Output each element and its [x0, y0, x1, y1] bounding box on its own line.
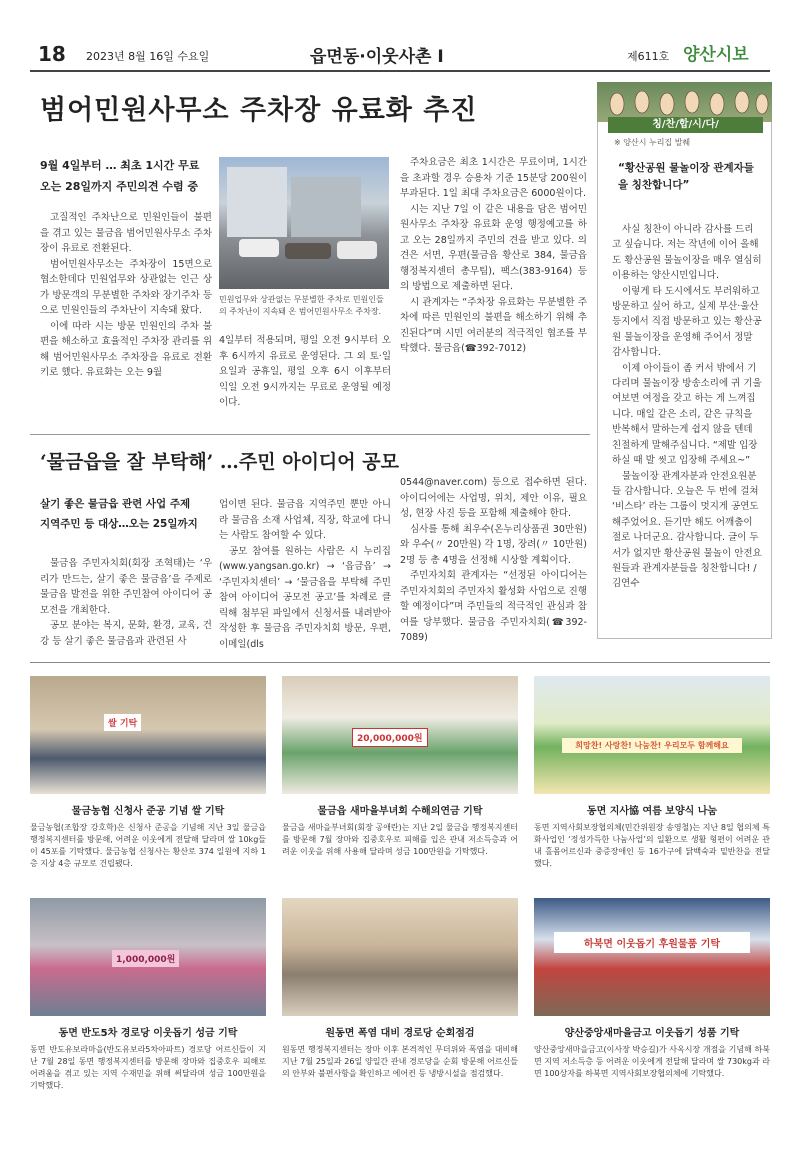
section-title: 읍면동·이웃사촌 Ⅰ: [310, 47, 444, 67]
issue-date: 2023년 8월 16일 수요일: [86, 50, 210, 63]
grid-caption: 물금농협 신청사 준공 기념 쌀 기탁: [71, 806, 225, 817]
photo-goods-donation: [534, 898, 770, 1016]
photo-sign: 1,000,000원: [112, 950, 179, 967]
paragraph: 물금읍 주민자치회(회장 조혁태)는 ‘우리가 만드는, 살기 좋은 물금읍’을 주제로 물금읍 발전을 위한 주민참여 아이디어 공모전을 개최한다.: [40, 558, 212, 616]
subtitle-line: 살기 좋은 물금읍 관련 사업 주제: [40, 498, 191, 510]
praise-body: [612, 222, 762, 592]
paragraph: 이에 따라 시는 방문 민원인의 주차 불편을 해소하고 효율적인 주차장 관리를 위해 범어민원사무소 주차장을 유료로 전환키로 했다. 유료화는 오는 9월: [40, 320, 212, 378]
praise-title: “황산공원 물놀이장 관계자들을 칭찬합니다”: [618, 162, 754, 191]
grid-caption: 동면 지사協 여름 보양식 나눔: [586, 806, 718, 817]
grid-divider: [30, 662, 770, 663]
main-article-col2: [219, 333, 391, 411]
grid-caption: 양산중앙새마을금고 이웃돕기 성품 기탁: [564, 1028, 740, 1039]
main-article-title: 범어민원사무소 주차장 유료화 추진: [40, 95, 478, 126]
paragraph: 공모 분야는 복지, 문화, 환경, 교육, 건강 등 살기 좋은 물금읍과 관련된 사: [40, 620, 212, 647]
praise-column-tag: 칭/찬/합/시/다/: [608, 117, 763, 133]
photo-banner: 하북면 이웃돕기 후원물품 기탁: [554, 932, 750, 953]
photo-sign: 쌀 기탁: [104, 714, 141, 731]
second-article-title: ‘물금읍을 잘 부탁해’ …주민 아이디어 공모: [40, 451, 399, 473]
clapping-hands-banner: [597, 82, 772, 122]
grid-caption: 물금읍 새마을부녀회 수해의연금 기탁: [317, 806, 483, 817]
grid-caption: 동면 반도5차 경로당 이웃돕기 성금 기탁: [58, 1028, 238, 1039]
grid-text: 동면 반도유보라마을(반도유보라5차아파트) 경로당 어르신들이 지난 7월 28일 동면 행정복지센터를 방문해 장마와 집중호우 피해로 어려움을 겪고 있는 지역 수재민을 위해 써달라며 성금 100만원을 기탁했다.: [30, 1045, 266, 1090]
photo-banner: 희망찬! 사랑찬! 나눔찬! 우리모두 함께해요: [562, 738, 742, 753]
paragraph: 시 관계자는 “주차장 유료화는 무분별한 주차에 따른 민원인의 불편을 해소하기 위해 추진된다”며 시민 여러분의 적극적인 협조를 부탁했다. 물금읍(☎392-7012): [400, 296, 587, 354]
photo-summer-food-sharing: [534, 676, 770, 794]
paragraph: 공모 참여를 원하는 사람은 시 누리집(www.yangsan.go.kr) → ‘읍금읍’ → ‘주민자치센터’ → ‘물금읍을 부탁해 주민참여 아이디어 공모전 공고’를 차례로 클릭해 첨부된 파일에서 신청서를 내려받아 작성한 후 물금읍 주민자치회 방문, 우편, 이메일(dls: [219, 545, 391, 650]
subtitle-line: 오는 28일까지 주민의견 수렴 중: [40, 180, 199, 193]
second-article-col2: [219, 497, 391, 652]
photo-rice-donation: [30, 676, 266, 794]
parking-photo-caption: 민원업무와 상관없는 무분별한 주차로 민원인들의 주차난이 지속돼 온 범어민원사무소 주차장.: [219, 295, 384, 316]
subtitle-line: 지역주민 등 대상…오는 25일까지: [40, 518, 198, 530]
paragraph: 주민자치회 관계자는 “선정된 아이디어는 주민자치회의 주민자치 활성화 사업으로 진행할 예정이다”며 주민들의 적극적인 관심과 참여를 당부했다. 물금읍 주민자치회(☎392-7089): [400, 570, 587, 643]
paragraph: 주차요금은 최초 1시간은 무료이며, 1시간을 초과할 경우 승용차 기준 15분당 200원이 부과된다. 1일 최대 주차요금은 6000원이다.: [400, 157, 587, 199]
grid-text: 동면 지역사회보장협의체(민간위원장 송영철)는 지난 8일 협의체 특화사업인 ‘정성가득한 나눔사업’의 일환으로 생활 형편이 어려운 관내 홀몸어르신과 중증장애인 등 16가구에 닭백숙과 밑반찬을 전달했다.: [534, 823, 770, 868]
photo-senior-center-inspection: [282, 898, 518, 1016]
grid-text: 원동면 행정복지센터는 장마 이후 본격적인 무더위와 폭염을 대비해 지난 7월 25일과 26일 양일간 관내 경로당을 순회 방문해 어르신들의 안부와 불편사항을 확인하고 에어컨 등 냉방시설을 점검했다.: [282, 1045, 518, 1078]
page-number: 18: [38, 42, 66, 66]
second-article-col3: [400, 475, 587, 646]
paragraph: 고질적인 주차난으로 민원인들이 불편을 겪고 있는 물금읍 범어민원사무소 주차장이 유료로 전환된다.: [40, 212, 212, 254]
photo-seniors-donation: [30, 898, 266, 1016]
paragraph: 물놀이장 관계자분과 안전요원분들 감사합니다. 오늘은 두 번에 걸쳐 ‘비스타’ 라는 그룹이 멋지게 공연도 해주었어요. 듣기만 해도 어깨춤이 절로 나더군요. 감사합니다. 글이 두서가 없지만 황산공원 물놀이 안전요원들과 관계자분들을 칭찬합니다! /김연수: [612, 470, 762, 590]
paragraph: 시는 지난 7일 이 같은 내용을 담은 범어민원사무소 주차장 유료화 운영 행정예고를 하고 오는 28일까지 주민의 견을 받고 있다. 의견은 서면, 우편(물금읍 황산로 384, 물금읍 행정복지센터 총무팀), 팩스(383-9164) 등의 방법으로 제출하면 된다.: [400, 203, 587, 292]
parking-lot-photo: [219, 157, 389, 289]
grid-text: 양산중앙새마을금고(이사장 박승길)가 사옥시장 개점을 기념해 하북면 지역 저소득층 등 어려운 이웃에게 전달해 달라며 쌀 730kg과 라면 100상자를 하북면 지역사회보장협의체에 기탁했다.: [534, 1045, 770, 1078]
issue-number: 제611호: [627, 50, 670, 63]
paragraph: 심사를 통해 최우수(온누리상품권 30만원)와 우수(〃 20만원) 각 1명, 장려(〃 10만원) 2명 등 총 4명을 선정해 시상할 계획이다.: [400, 523, 587, 566]
paragraph: 이렇게 타 도시에서도 부러워하고 방문하고 싶어 하고, 실제 부산·울산 등지에서 직접 방문하고 있는 황산공원 물놀이장을 운영해 주어서 정말 감사합니다.: [612, 285, 762, 359]
second-article-col1: [40, 556, 212, 649]
grid-caption: 원동면 폭염 대비 경로당 순회점검: [325, 1028, 475, 1039]
paragraph: 0544@naver.com) 등으로 접수하면 된다. 아이디어에는 사업명, 위치, 제안 이유, 필요성, 현장 사진 등을 포함해 제출해야 한다.: [400, 477, 587, 519]
main-article-subtitle: [40, 155, 220, 197]
paragraph: 이제 아이들이 좀 커서 밖에서 기다리며 물놀이장 방송소리에 귀 기울여보면 여정을 갖고 하는 게 느껴집니다. 매일 같은 소리, 같은 규칙을 반복해서 말하는게 쉽지 않을 텐데 친절하게 말해주십니다. “제발 입장하실 때 발 씻고 입장해 주세요~”: [612, 362, 762, 467]
clapping-hands-icon: [597, 82, 772, 122]
main-article-col1: [40, 210, 212, 381]
paragraph: 범어민원사무소는 주차장이 15면으로 협소한데다 민원업무와 상관없는 인근 상가 방문객의 무분별한 주차와 장기주차 등으로 민원인들의 주차난이 지속돼 왔다.: [40, 258, 212, 316]
photo-flood-donation: [282, 676, 518, 794]
praise-source: ※ 양산시 누리집 발췌: [614, 138, 691, 147]
grid-text: 물금농협(조합장 강호학)은 신청사 준공을 기념해 지난 3일 물금읍 행정복지센터를 방문해, 어려운 이웃에게 전달해 달라며 쌀 10kg들이 45포를 기탁했다. 물금농협 신청사는 황산로 374 일원에 지하 1층 지상 4층 규모로 건립됐다.: [30, 823, 266, 868]
article-divider: [30, 434, 590, 435]
paragraph: 사실 칭찬이 아니라 감사를 드리고 싶습니다. 저는 작년에 이어 올해도 황산공원 물놀이장을 매우 열심히 이용하는 양산시민입니다.: [612, 224, 762, 282]
header-rule: [30, 70, 770, 72]
subtitle-line: 9월 4일부터 … 최초 1시간 무료: [40, 159, 200, 172]
second-article-subtitle: [40, 494, 220, 534]
photo-sign: 20,000,000원: [352, 728, 428, 747]
paragraph: 4일부터 적용되며, 평일 오전 9시부터 오후 6시까지 유료로 운영된다. 그 외 토·일요일과 공휴일, 평일 오후 6시 이후부터 익일 오전 9시까지는 무료로 운영될 예정이다.: [219, 335, 391, 408]
parking-lot-illustration: [219, 157, 389, 289]
main-article-col3: [400, 155, 587, 357]
paragraph: 업이면 된다. 물금읍 지역주민 뿐만 아니라 물금읍 소재 사업체, 직장, 학교에 다니는 사람도 참여할 수 있다.: [219, 499, 391, 541]
newspaper-logo: 양산시보: [683, 45, 749, 65]
grid-text: 물금읍 새마을부녀회(회장 공애란)는 지난 2일 물금읍 행정복지센터를 방문해 7월 장마와 집중호우로 피해를 입은 관내 저소득층과 어려운 이웃을 위해 사용해 달라며 성금 100만원을 기탁했다.: [282, 823, 518, 856]
